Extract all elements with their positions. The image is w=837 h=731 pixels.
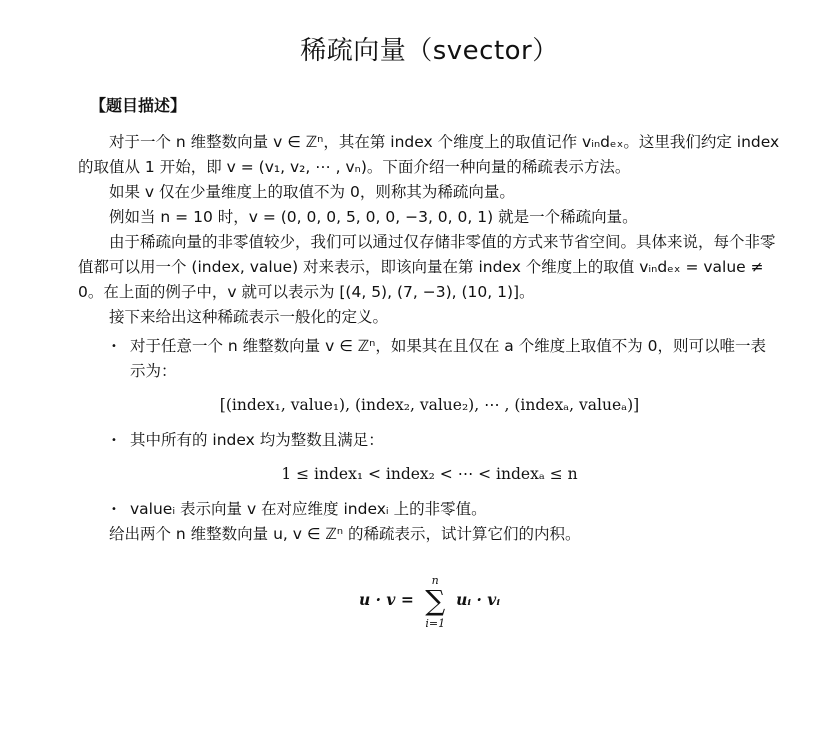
paragraph-sparse-def: 如果 v 仅在少量维度上的取值不为 0，则称其为稀疏向量。 (109, 183, 515, 201)
definition-list-3 (78, 497, 781, 522)
paragraph-example: 例如当 n = 10 时，v = (0, 0, 0, 5, 0, 0, −3, 0, 0, 1) 就是一个稀疏向量。 (109, 208, 638, 226)
inner-product-rhs: uᵢ · vᵢ (456, 590, 501, 609)
paragraph-storage: 由于稀疏向量的非零值较少，我们可以通过仅存储非零值的方式来节省空间。具体来说，每个非零值都可以用一个 (index, value) 对来表示，即该向量在第 index 个维度上的取值 vᵢₙdₑₓ = value ≠ 0。在上面的例子中，v 就可以表示为 [(4, 5), (7, −3), (10, 1)]。 (78, 233, 776, 301)
inner-product-lhs: u · v = (358, 590, 420, 609)
definition-item-value: • valueᵢ 表示向量 v 在对应维度 indexᵢ 上的非零值。 (78, 497, 781, 522)
equation-index-order: 1 ≤ index₁ < index₂ < ⋯ < indexₐ ≤ n (281, 465, 578, 483)
summation-lower-limit: i=1 (425, 617, 446, 630)
paragraph-intro: 对于一个 n 维整数向量 v ∈ ℤⁿ，其在第 index 个维度上的取值记作 vᵢₙdₑₓ。这里我们约定 index 的取值从 1 开始，即 v = (v₁, v₂, ⋯ , vₙ)。下面介绍一种向量的稀疏表示方法。 (78, 133, 780, 176)
summation-sigma: ∑ (425, 584, 446, 617)
page-title: 稀疏向量（svector） (300, 36, 559, 66)
definition-item-representation: • 对于任意一个 n 维整数向量 v ∈ ℤⁿ，如果其在且仅在 a 个维度上取值不为 0，则可以唯一表示为： (78, 334, 781, 384)
section-heading: 【题目描述】 (90, 96, 187, 115)
definition-list (78, 334, 781, 384)
definition-item-index-order: • 其中所有的 index 均为整数且满足： (78, 428, 781, 453)
equation-sparse-form: [(index₁, value₁), (index₂, value₂), ⋯ , (indexₐ, valueₐ)] (219, 396, 640, 414)
summation-symbol (425, 574, 446, 630)
equation-inner-product (78, 574, 781, 630)
paragraph-task: 给出两个 n 维整数向量 u, v ∈ ℤⁿ 的稀疏表示，试计算它们的内积。 (109, 525, 581, 543)
paragraph-general: 接下来给出这种稀疏表示一般化的定义。 (109, 308, 389, 326)
definition-list-2 (78, 428, 781, 453)
summation-upper-limit: n (431, 574, 439, 587)
